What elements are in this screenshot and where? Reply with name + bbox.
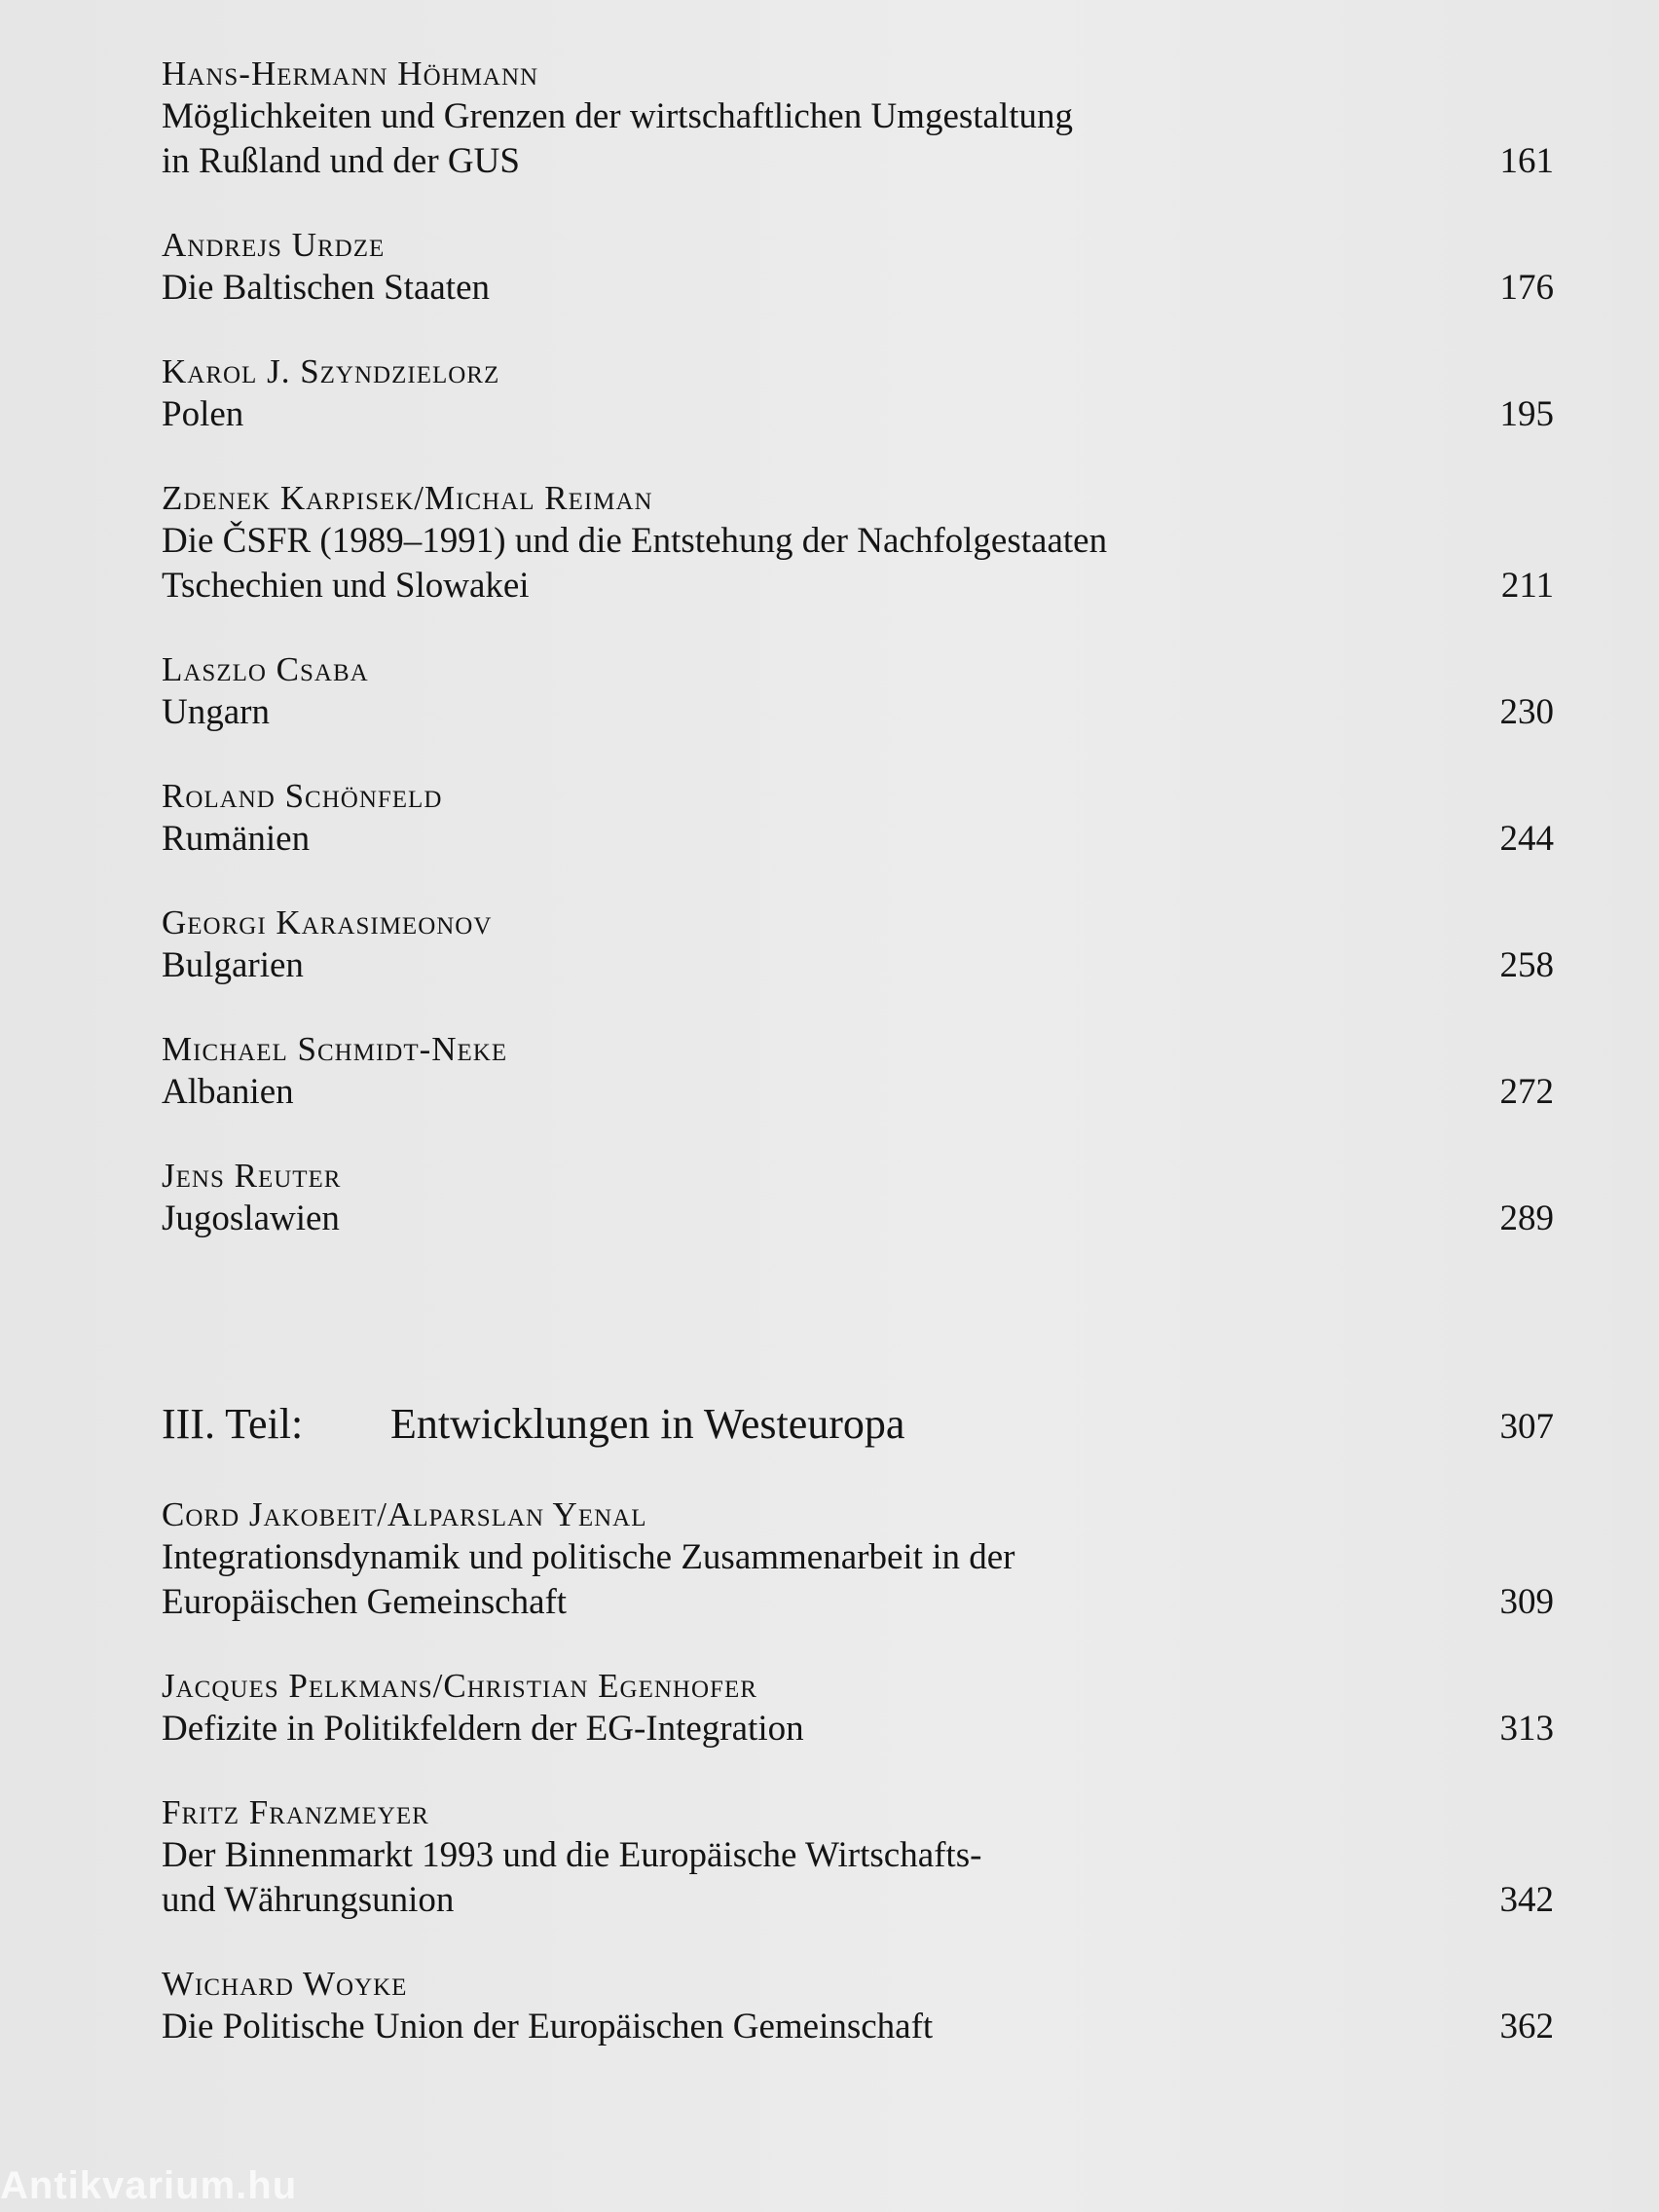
entry-author: Roland Schönfeld: [162, 777, 443, 815]
entry-author: Hans-Hermann Höhmann: [162, 55, 539, 92]
toc-entry: [162, 903, 1564, 988]
entry-author: Laszlo Csaba: [162, 650, 369, 688]
entry-author: Andrejs Urdze: [162, 226, 386, 264]
entry-title-line: Defizite in Politikfeldern der EG-Integration: [162, 1709, 804, 1749]
entry-page-number: 362: [1499, 2007, 1554, 2046]
entry-title-line: Die ČSFR (1989–1991) und die Entstehung der Nachfolgestaaten: [162, 521, 1108, 561]
entry-author: Fritz Franzmeyer: [162, 1793, 429, 1831]
watermark: Antikvarium.hu: [0, 2164, 298, 2207]
entry-title-line: Jugoslawien: [162, 1198, 340, 1238]
entry-title-line: Europäischen Gemeinschaft: [162, 1582, 568, 1622]
entry-title-line: Die Baltischen Staaten: [162, 268, 491, 308]
entry-page-number: 161: [1499, 141, 1554, 181]
entry-title-line: Albanien: [162, 1072, 294, 1112]
entry-page-number: 244: [1499, 819, 1554, 859]
entry-title-line: Integrationsdynamik und politische Zusammenarbeit in der: [162, 1537, 1015, 1577]
entry-page-number: 211: [1500, 566, 1554, 606]
toc-entry: [162, 1156, 1564, 1241]
toc-entry: [162, 776, 1564, 862]
part-label: III. Teil:: [162, 1400, 304, 1448]
entry-page-number: 176: [1499, 268, 1554, 308]
entry-page-number: 272: [1499, 1072, 1554, 1112]
entry-title-line: Möglichkeiten und Grenzen der wirtschaftlichen Umgestaltung: [162, 96, 1074, 136]
entry-title-line: Rumänien: [162, 819, 311, 859]
entry-title-line: in Rußland und der GUS: [162, 141, 520, 181]
part-page-number: 307: [1499, 1407, 1554, 1447]
toc-entry: [162, 1964, 1564, 2049]
entry-author: Michael Schmidt-Neke: [162, 1030, 508, 1068]
entry-page-number: 195: [1499, 394, 1554, 434]
entry-author: Georgi Karasimeonov: [162, 903, 493, 941]
entry-title-line: Ungarn: [162, 692, 270, 732]
entry-title-line: und Währungsunion: [162, 1880, 455, 1920]
entry-title-line: Polen: [162, 394, 244, 434]
entry-page-number: 258: [1499, 945, 1554, 985]
entry-title-line: Der Binnenmarkt 1993 und die Europäische Wirtschafts-: [162, 1835, 982, 1875]
entry-author: Cord Jakobeit/Alparslan Yenal: [162, 1495, 647, 1533]
entry-author: Zdenek Karpisek/Michal Reiman: [162, 479, 653, 517]
toc-entry: [162, 225, 1564, 311]
toc-entry: [162, 1494, 1564, 1625]
entry-title-line: Bulgarien: [162, 945, 304, 985]
entry-page-number: 313: [1499, 1709, 1554, 1749]
entry-author: Wichard Woyke: [162, 1965, 408, 2003]
entry-page-number: 289: [1499, 1198, 1554, 1238]
toc-entry: [162, 1792, 1564, 1923]
entry-page-number: 342: [1499, 1880, 1554, 1920]
entry-author: Jens Reuter: [162, 1157, 342, 1195]
part-heading: [162, 1397, 1564, 1452]
toc-entry: [162, 54, 1564, 184]
toc-entry: [162, 1666, 1564, 1751]
entry-author: Jacques Pelkmans/Christian Egenhofer: [162, 1667, 757, 1705]
toc-entry: [162, 1029, 1564, 1115]
entry-page-number: 309: [1499, 1582, 1554, 1622]
entry-author: Karol J. Szyndzielorz: [162, 352, 500, 390]
entry-page-number: 230: [1499, 692, 1554, 732]
entry-title-line: Tschechien und Slowakei: [162, 566, 530, 606]
toc-entry: [162, 351, 1564, 437]
toc-entry: [162, 478, 1564, 608]
table-of-contents: [162, 54, 1564, 2090]
entry-title-line: Die Politische Union der Europäischen Gemeinschaft: [162, 2007, 934, 2046]
toc-entry: [162, 649, 1564, 735]
part-title: Entwicklungen in Westeuropa: [390, 1400, 905, 1448]
